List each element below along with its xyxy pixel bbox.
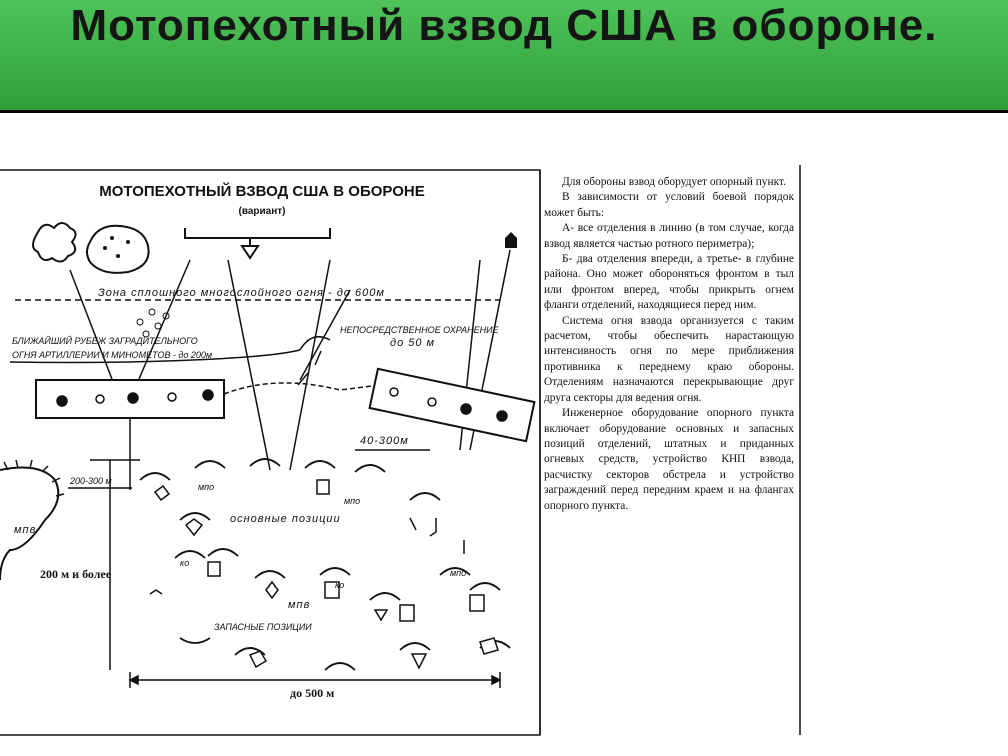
- diagram-title: МОТОПЕХОТНЫЙ ВЗВОД США В ОБОРОНЕ: [99, 183, 425, 200]
- mpo-label-1: мпо: [198, 482, 215, 492]
- reserve-positions-label: ЗАПАСНЫЕ ПОЗИЦИИ: [214, 622, 312, 632]
- text-paragraph: Система огня взвода организуется с таким расчетом, чтобы обеспечить нарастающую интенсивность огня по мере приближения противника к переднему краю обороны. Отделениям назначаются перекрывающие друг друга секторы для ведения огня.: [544, 314, 794, 404]
- text-paragraph: А- все отделения в линию (в том случае, когда взвод является частью ротного периметра);: [544, 222, 794, 250]
- fire-zone-label: Зона сплошного многослойного огня - до 600м: [98, 287, 385, 299]
- barrier-fire-label-2: ОГНЯ АРТИЛЛЕРИИ И МИНОМЕТОВ - до 200м: [12, 350, 213, 360]
- diagram-svg: [0, 150, 1008, 756]
- direct-guard-label: НЕПОСРЕДСТВЕННОЕ ОХРАНЕНИЕ: [340, 325, 499, 335]
- ko-label-1: ко: [180, 558, 190, 568]
- text-paragraph: В зависимости от условий боевой порядок может быть:: [544, 191, 794, 219]
- slide-title: Мотопехотный взвод США в обороне.: [70, 1, 938, 50]
- text-paragraph: Б- два отделения впереди, а третье- в глубине района. Оно может обороняться фронтом в тыл или фронтом вперед, чтобы прикрыть огнем фланги отделений, находящиеся перед ним.: [544, 253, 794, 312]
- text-paragraph: Для обороны взвод оборудует опорный пункт.: [562, 176, 786, 188]
- distance-200-300-label: 200-300 м: [70, 476, 112, 486]
- vegetation-icon: [33, 223, 76, 262]
- distance-500-label: до 500 м: [290, 686, 335, 700]
- header-divider: [0, 110, 1008, 113]
- slide-header: [0, 0, 1008, 110]
- observation-post-icon: [505, 232, 517, 248]
- main-positions-label: основные позиции: [230, 513, 341, 525]
- distance-200-more-label: 200 м и более: [40, 567, 112, 581]
- mpv-center-label: мпв: [288, 599, 311, 611]
- text-column: [544, 175, 794, 514]
- diagram-subtitle: (вариант): [238, 206, 286, 217]
- mpo-label-2: мпо: [344, 496, 361, 506]
- distance-40-300-label: 40-300м: [360, 435, 409, 447]
- scanned-figure: [0, 150, 1008, 756]
- text-paragraph: Инженерное оборудование опорного пункта включает оборудование основных и запасных позиций отделений, штатных и приданных огневых средств, устройство КНП взвода, расчистку секторов обстрела и устройство заграждений перед передним краем и на флангах опорного пункта.: [544, 407, 794, 512]
- barrier-fire-label-1: БЛИЖАЙШИЙ РУБЕЖ ЗАГРАДИТЕЛЬНОГО: [12, 336, 198, 346]
- direct-guard-distance: до 50 м: [390, 337, 436, 349]
- mpv-left-label: мпв: [14, 524, 37, 536]
- hill-icon: [87, 226, 149, 273]
- squad-position-right: [370, 369, 535, 441]
- ko-label-2: ко: [335, 580, 345, 590]
- mpo-label-3: мпо: [450, 568, 467, 578]
